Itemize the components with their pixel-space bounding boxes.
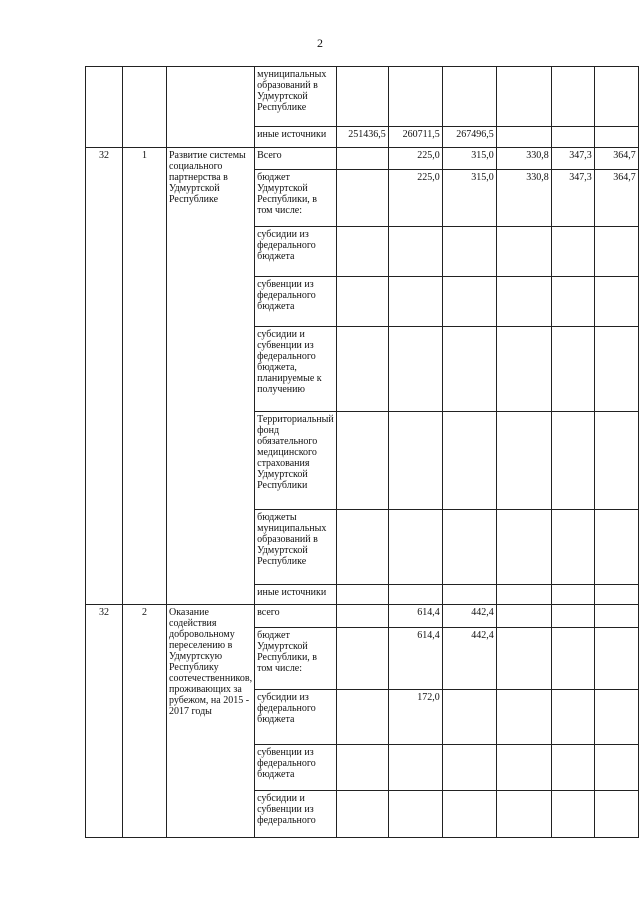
value-cell — [336, 510, 388, 585]
value-cell — [496, 127, 551, 148]
value-cell — [442, 412, 496, 510]
value-cell: 225,0 — [388, 170, 442, 227]
value-cell — [594, 327, 638, 412]
value-cell — [388, 412, 442, 510]
value-cell — [336, 628, 388, 690]
value-cell — [336, 327, 388, 412]
value-cell — [551, 277, 594, 327]
value-cell — [336, 227, 388, 277]
value-cell — [594, 585, 638, 605]
value-cell — [496, 277, 551, 327]
value-cell — [594, 791, 638, 838]
funding-source-cell: субсидии и субвенции из федерального бюджета, планируемые к получению — [255, 327, 337, 412]
value-cell — [388, 510, 442, 585]
value-cell — [336, 791, 388, 838]
value-cell — [551, 412, 594, 510]
subprogram-code-cell — [123, 67, 167, 148]
measure-name-cell — [167, 67, 255, 148]
gp-code-cell: 32 — [86, 148, 123, 605]
value-cell: 442,4 — [442, 605, 496, 628]
table-row — [86, 605, 639, 628]
value-cell — [336, 277, 388, 327]
value-cell — [336, 585, 388, 605]
value-cell — [496, 67, 551, 127]
gp-code-cell: 32 — [86, 605, 123, 838]
value-cell — [442, 327, 496, 412]
value-cell: 225,0 — [388, 148, 442, 170]
funding-source-cell: Всего — [255, 148, 337, 170]
value-cell — [551, 510, 594, 585]
funding-source-cell: иные источники — [255, 127, 337, 148]
value-cell: 442,4 — [442, 628, 496, 690]
value-cell — [594, 412, 638, 510]
value-cell: 315,0 — [442, 148, 496, 170]
value-cell — [388, 227, 442, 277]
value-cell — [594, 628, 638, 690]
funding-source-cell: всего — [255, 605, 337, 628]
table-row — [86, 148, 639, 170]
value-cell: 260711,5 — [388, 127, 442, 148]
value-cell — [594, 67, 638, 127]
value-cell — [336, 170, 388, 227]
value-cell — [336, 745, 388, 791]
funding-source-cell: субсидии из федерального бюджета — [255, 690, 337, 745]
value-cell — [442, 510, 496, 585]
value-cell — [442, 277, 496, 327]
funding-source-cell: Территориальный фонд обязательного медицинского страхования Удмуртской Республики — [255, 412, 337, 510]
measure-name-cell: Развитие системы социального партнерства в Удмуртской Республике — [167, 148, 255, 605]
value-cell — [594, 690, 638, 745]
subprogram-code-cell: 1 — [123, 148, 167, 605]
funding-source-cell: субвенции из федерального бюджета — [255, 277, 337, 327]
value-cell — [496, 745, 551, 791]
value-cell — [388, 67, 442, 127]
funding-source-cell: бюджет Удмуртской Республики, в том числе: — [255, 628, 337, 690]
value-cell: 347,3 — [551, 148, 594, 170]
value-cell: 347,3 — [551, 170, 594, 227]
value-cell — [336, 412, 388, 510]
funding-source-cell: муниципальных образований в Удмуртской Республике — [255, 67, 337, 127]
value-cell: 315,0 — [442, 170, 496, 227]
value-cell — [496, 227, 551, 277]
value-cell — [388, 327, 442, 412]
measure-name-cell: Оказание содействия добровольному переселению в Удмуртскую Республику соотечественников, проживающих за рубежом, на 2015 - 2017 годы — [167, 605, 255, 838]
value-cell — [336, 67, 388, 127]
value-cell — [442, 791, 496, 838]
value-cell — [388, 585, 442, 605]
subprogram-code-cell: 2 — [123, 605, 167, 838]
gp-code-cell — [86, 67, 123, 148]
funding-source-cell: иные источники — [255, 585, 337, 605]
value-cell — [336, 605, 388, 628]
value-cell — [442, 227, 496, 277]
value-cell: 251436,5 — [336, 127, 388, 148]
funding-source-cell: бюджет Удмуртской Республики, в том числе: — [255, 170, 337, 227]
value-cell — [594, 277, 638, 327]
value-cell — [496, 327, 551, 412]
value-cell: 330,8 — [496, 148, 551, 170]
value-cell — [496, 585, 551, 605]
funding-source-cell: бюджеты муниципальных образований в Удмуртской Республике — [255, 510, 337, 585]
value-cell — [551, 585, 594, 605]
value-cell — [442, 690, 496, 745]
value-cell: 330,8 — [496, 170, 551, 227]
value-cell — [594, 227, 638, 277]
value-cell — [388, 277, 442, 327]
value-cell — [496, 605, 551, 628]
value-cell: 172,0 — [388, 690, 442, 745]
value-cell — [336, 690, 388, 745]
funding-source-cell: субсидии из федерального бюджета — [255, 227, 337, 277]
value-cell — [551, 628, 594, 690]
table-row — [86, 67, 639, 127]
value-cell: 614,4 — [388, 628, 442, 690]
value-cell — [594, 605, 638, 628]
value-cell — [551, 605, 594, 628]
value-cell — [551, 745, 594, 791]
funding-source-cell: субсидии и субвенции из федерального — [255, 791, 337, 838]
value-cell — [442, 745, 496, 791]
value-cell — [551, 67, 594, 127]
value-cell — [551, 127, 594, 148]
value-cell: 364,7 — [594, 170, 638, 227]
value-cell — [551, 690, 594, 745]
value-cell: 364,7 — [594, 148, 638, 170]
value-cell — [388, 745, 442, 791]
value-cell — [551, 791, 594, 838]
value-cell — [336, 148, 388, 170]
value-cell — [551, 227, 594, 277]
value-cell — [496, 791, 551, 838]
value-cell — [496, 412, 551, 510]
value-cell — [388, 791, 442, 838]
funding-source-cell: субвенции из федерального бюджета — [255, 745, 337, 791]
value-cell — [496, 690, 551, 745]
page-number: 2 — [317, 36, 323, 50]
budget-table — [85, 66, 639, 838]
value-cell — [594, 510, 638, 585]
value-cell — [594, 745, 638, 791]
value-cell — [442, 67, 496, 127]
value-cell: 267496,5 — [442, 127, 496, 148]
value-cell — [594, 127, 638, 148]
value-cell — [496, 510, 551, 585]
value-cell — [442, 585, 496, 605]
value-cell — [496, 628, 551, 690]
value-cell: 614,4 — [388, 605, 442, 628]
value-cell — [551, 327, 594, 412]
table-body — [86, 67, 639, 838]
